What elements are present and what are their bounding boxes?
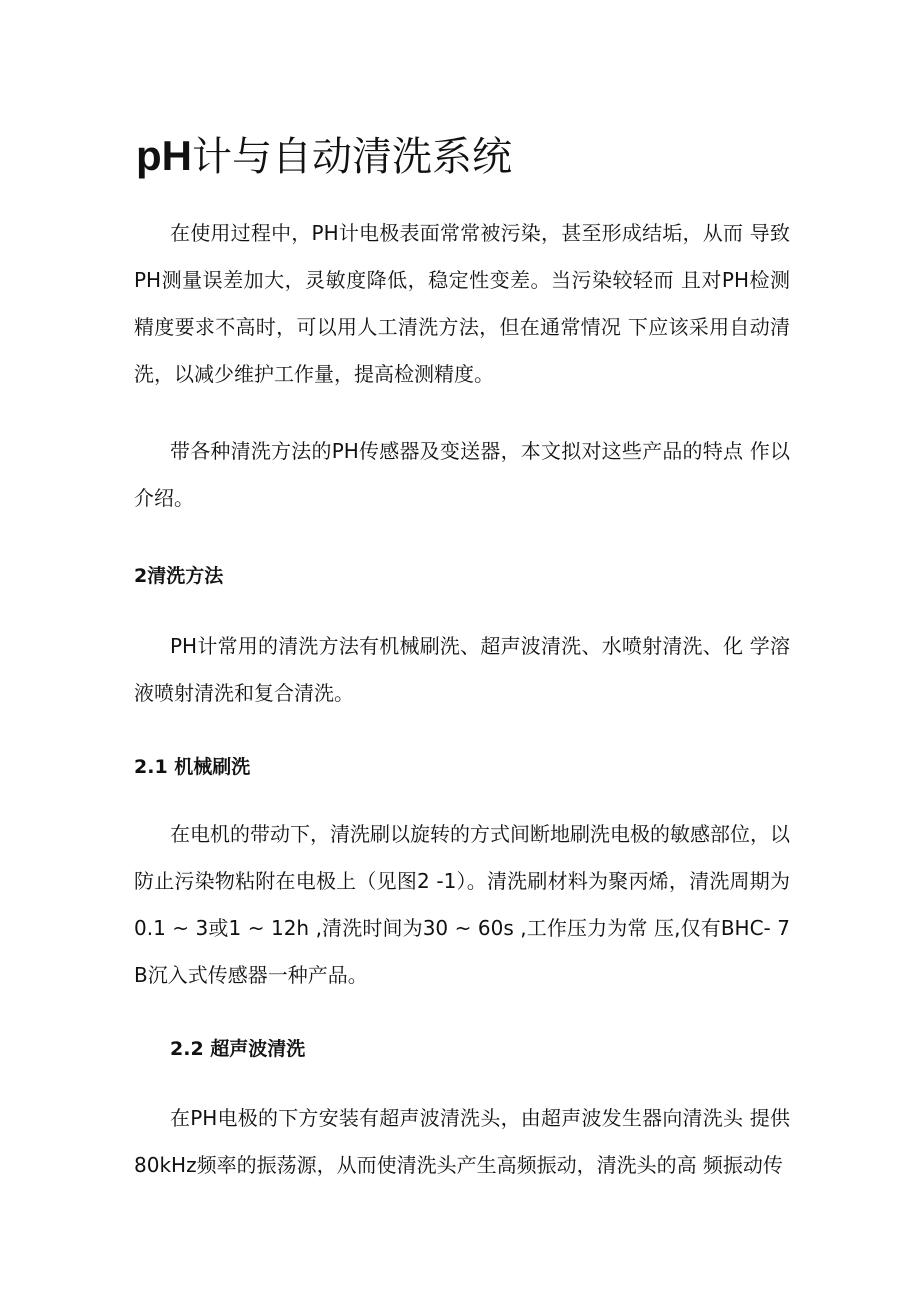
subsection-heading-brush: 2.1 机械刷洗 xyxy=(134,756,251,778)
paragraph-brush: 在电机的带动下，清洗刷以旋转的方式间断地刷洗电极的敏感部位，以防止污染物粘附在电极上（见图2 -1）。清洗刷材料为聚丙烯，清洗周期为0.1 ~ 3或1 ~ 12h ,清洗时间为30 ~ 60s ,工作压力为常 压,仅有BHC- 7B沉入式传感器一种产品。 xyxy=(134,822,790,987)
paragraph-intro: 在使用过程中，PH计电极表面常常被污染，甚至形成结垢，从而 导致PH测量误差加大，灵敏度降低，稳定性变差。当污染较轻而 且对PH检测精度要求不高时，可以用人工清洗方法，但在通常情况 下应该采用自动清洗，以减少维护工作量，提高检测精度。 xyxy=(134,221,790,386)
document-title xyxy=(136,128,512,185)
section-heading-cleaning-methods: 2清洗方法 xyxy=(134,565,224,587)
paragraph-products: 带各种清洗方法的PH传感器及变送器，本文拟对这些产品的特点 作以介绍。 xyxy=(134,439,790,510)
subsection-heading-ultrasonic: 2.2 超声波清洗 xyxy=(170,1038,306,1060)
paragraph-methods: PH计常用的清洗方法有机械刷洗、超声波清洗、水喷射清洗、化 学溶液喷射清洗和复合清洗。 xyxy=(134,634,790,705)
paragraph-ultrasonic: 在PH电极的下方安装有超声波清洗头，由超声波发生器向清洗头 提供80kHz频率的振荡源，从而使清洗头产生高频振动，清洗头的高 频振动传 xyxy=(134,1106,790,1177)
title-ph: pH xyxy=(136,132,192,179)
title-text: 计与自动清洗系统 xyxy=(192,134,512,180)
